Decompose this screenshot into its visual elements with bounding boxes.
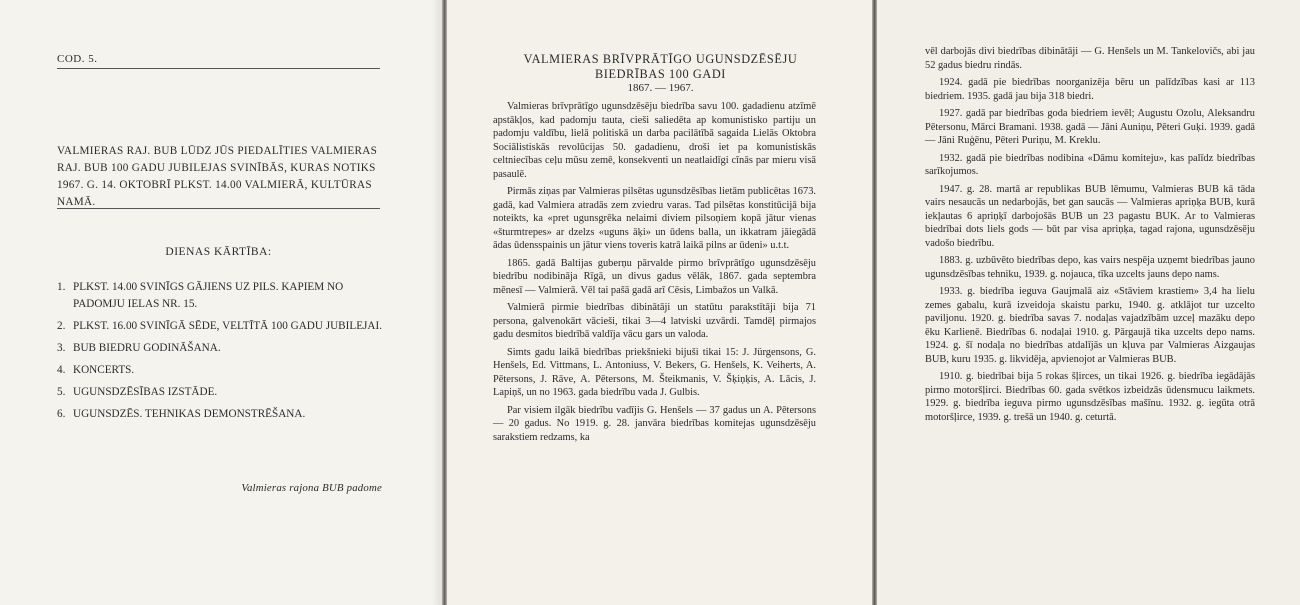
signature: Valmieras rajona BUB padome	[241, 482, 382, 494]
paragraph: Par visiem ilgāk biedrību vadījis G. Henšels — 37 gadus un A. Pētersons — 20 gadus. No 1919. g. 28. janvāra biedrības komitejas ugunsdzēsēju sarakstiem redzams, ka	[493, 404, 816, 443]
agenda-item-number: 4.	[57, 364, 66, 376]
page-code: COD. 5.	[57, 53, 98, 65]
top-rule	[57, 68, 380, 69]
agenda-item	[57, 384, 387, 401]
agenda-item-number: 5.	[57, 386, 66, 398]
agenda-item-text: KONCERTS.	[73, 364, 135, 376]
agenda-item-number: 2.	[57, 320, 66, 332]
article-years: 1867. — 1967.	[627, 82, 694, 94]
paragraph: 1947. g. 28. martā ar republikas BUB lēmumu, Valmieras BUB kā tāda vairs nesaucās un nedarbojās, bet gan saucās — Valmieras apriņķa BUB, kurā iekļautas 6 apriņķī darbojošās BUB un 23 pagastu BUK. Ar to Valmieras biedrībai dots liels gods — būt par visa apriņķa, tagad rajona, ugunsdzēsēju vadošo biedrību.	[925, 183, 1255, 249]
agenda-item-text: PLKST. 16.00 SVINĪGĀ SĒDE, VELTĪTĀ 100 GADU JUBILEJAI.	[73, 320, 382, 332]
paragraph: 1933. g. biedrība ieguva Gaujmalā aiz «Stāviem krastiem» 3,4 ha lielu zemes gabalu, kurā izveidoja skaistu parku, 1940. g. atklājot tur uzcelto paviljonu. 1920. g. biedrība savas 7. nodaļas vajadzībām uzceļ mazāku depo ēku Karlienē. Biedrības 6. nodaļai 1910. g. Pārgaujā tika uzcelts depo nams. 1924. g. šī nodaļa no biedrības atdalījās un kļuva par Valmieras Aizgaujas BUB, kuru 1935. g. likvidēja, apvienojot ar Valmieras BUB.	[925, 286, 1255, 365]
agenda-item-text: UGUNSDZĒS. TEHNIKAS DEMONSTRĒŠANA.	[73, 408, 306, 420]
title-line-2: BIEDRĪBAS 100 GADI	[594, 67, 727, 81]
agenda-item-text: UGUNSDZĒSĪBAS IZSTĀDE.	[73, 386, 218, 398]
agenda-item	[57, 279, 387, 313]
agenda-item-text: BUB BIEDRU GODINĀŠANA.	[73, 342, 221, 354]
paragraph: 1883. g. uzbūvēto biedrības depo, kas vairs nespēja uzņemt biedrības jauno ugunsdzēsības tehniku, 1939. g. nojauca, tīka uzcelts jauns depo nams.	[925, 255, 1255, 280]
agenda-item	[57, 318, 387, 335]
agenda-item	[57, 362, 387, 379]
middle-column	[493, 100, 816, 448]
paragraph: 1924. gadā pie biedrības noorganizēja bēru un palīdzības kasi ar 113 biedriem. 1935. gadā jau bija 318 biedri.	[925, 77, 1255, 102]
paragraph: 1865. gadā Baltijas guberņu pārvalde pirmo brīvprātīgo ugunsdzēsēju biedrību nodibināja Rīgā, un divus gadus vēlāk, 1867. gada septembra mēnesī — Valmierā. Vēl tai pašā gadā arī Cēsis, Limbažos un Valkā.	[493, 257, 816, 296]
paragraph: vēl darbojās divi biedrības dibinātāji — G. Henšels un M. Tankelovičs, abi jau 52 gadus biedru rindās.	[925, 46, 1255, 71]
middle-rule	[57, 208, 380, 209]
paragraph: Valmieras brīvprātīgo ugunsdzēsēju biedrība savu 100. gadadienu atzīmē apstākļos, kad padomju tauta, cieši saliedēta ap komunistisko partiju un padomju valdību, lielā politiskā un darba pacilātībā sagaida Lielās Oktobra Sociālistiskās revolūcijas 50. gadadienu, droši iet pa komunistiskās celtniecības ceļu mūsu zemē, konsekventi un neatlaidīgi cīnās par mieru visā pasaulē.	[493, 101, 816, 180]
agenda-item-number: 6.	[57, 408, 66, 420]
left-page	[0, 0, 442, 605]
paragraph: Pirmās ziņas par Valmieras pilsētas ugunsdzēsības lietām publicētas 1673. gadā, kad Valmiera atradās zem zviedru varas. Tad pilsētas konstitūcijā bija noteikts, ka «pret ugunsgrēka nelaimi diviem pilsoņiem kopā jātur vienas «šturmtrepes» ar dzelzs «uguns āķi» un ūdens balla, un ikkatram jāiegādā ādas ūdensspainis un jātur viens toveris katrā laikā pilns ar ūdeni» u.t.t.	[493, 186, 816, 251]
paragraph: Simts gadu laikā biedrības priekšnieki bijuši tikai 15: J. Jürgensons, G. Henšels, Ed. Vittmans, L. Antoniuss, V. Bekers, G. Henšels, K. Veiherts, A. Pētersons, J. Rāve, A. Pētersons, M. Šteikmanis, V. Šķiņķis, A. Lācis, J. Lapiņš, un no 1963. gada biedrību vada J. Gulbis.	[493, 346, 816, 398]
agenda-item-number: 3.	[57, 342, 66, 354]
paragraph: 1910. g. biedrībai bija 5 rokas šļirces, un tikai 1926. g. biedrība iegādājās pirmo motoršļirci. Biedrības 60. gada svētkos izbeidzās ūdensmucu laikmets. 1929. g. biedrība ieguva pirmo ugunsdzēsības mašīnu. 1932. g. iegūta otrā motoršļirce, 1939. g. trešā un 1940. g. ceturtā.	[925, 371, 1255, 423]
paragraph: Valmierā pirmie biedrības dibinātāji un statūtu parakstītāji bija 71 persona, galvenokārt vācieši, tikai 3—4 latviski uzvārdi. Tamdēļ pirmajos gadu desmitos biedrībā valdīja vācu gars un valoda.	[493, 302, 816, 340]
agenda-title: DIENAS KĀRTĪBA:	[165, 246, 272, 258]
agenda-item-number: 1.	[57, 281, 66, 293]
paragraph: 1932. gadā pie biedrības nodibina «Dāmu komiteju», kas palīdz biedrības sarīkojumos.	[925, 152, 1255, 177]
title-line-1: VALMIERAS BRĪVPRĀTĪGO UGUNSDZĒSĒJU	[523, 52, 798, 66]
agenda-item	[57, 340, 387, 357]
paragraph: 1927. gadā par biedrības goda biedriem ievēl; Augustu Ozolu, Aleksandru Pētersonu, Mārci Bramani. 1938. gadā — Jāni Auniņu, Pēteri Guķi. 1939. gadā — Jāni Ruģēnu, Pēteri Puriņu, M. Kreklu.	[925, 108, 1255, 146]
article-title	[448, 52, 873, 82]
agenda-item-text: PLKST. 14.00 SVINĪGS GĀJIENS UZ PILS. KAPIEM NO PADOMJU IELAS NR. 15.	[73, 281, 344, 310]
page-shadow	[432, 0, 442, 605]
agenda-item	[57, 406, 387, 423]
invitation-text: VALMIERAS RAJ. BUB LŪDZ JŪS PIEDALĪTIES VALMIERAS RAJ. BUB 100 GADU JUBILEJAS SVINĪBĀS, KURAS NOTIKS 1967. G. 14. OKTOBRĪ PLKST. 14.00 VALMIERĀ, KULTŪRAS NAMĀ.	[57, 145, 378, 208]
right-column	[925, 45, 1255, 428]
agenda-list	[57, 279, 387, 428]
